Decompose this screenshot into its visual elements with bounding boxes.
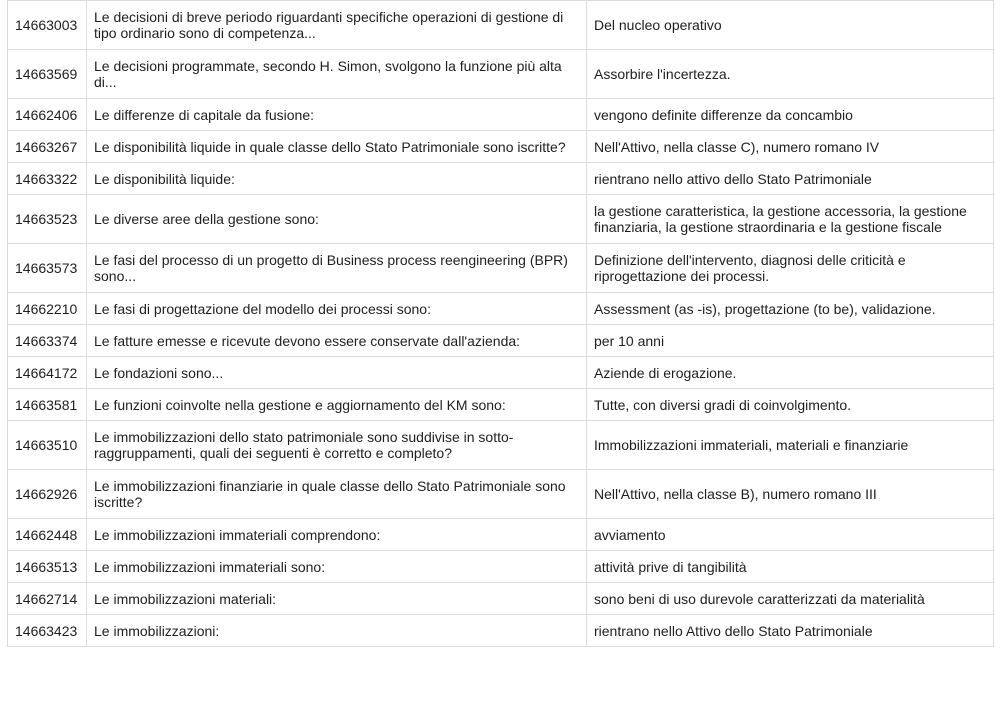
row-id-cell: 14662210: [8, 293, 87, 325]
row-id-cell: 14663510: [8, 421, 87, 470]
qa-table: [7, 0, 994, 647]
qa-table-body: [8, 1, 994, 647]
table-row: [8, 325, 994, 357]
question-cell: Le decisioni programmate, secondo H. Simon, svolgono la funzione più alta di...: [87, 50, 587, 99]
table-row: [8, 195, 994, 244]
question-cell: Le disponibilità liquide in quale classe dello Stato Patrimoniale sono iscritte?: [87, 131, 587, 163]
answer-cell: avviamento: [587, 519, 994, 551]
table-row: [8, 389, 994, 421]
answer-cell: Assorbire l'incertezza.: [587, 50, 994, 99]
row-id-cell: 14662448: [8, 519, 87, 551]
answer-cell: sono beni di uso durevole caratterizzati da materialità: [587, 583, 994, 615]
question-cell: Le fatture emesse e ricevute devono essere conservate dall'azienda:: [87, 325, 587, 357]
table-row: [8, 131, 994, 163]
question-cell: Le decisioni di breve periodo riguardanti specifiche operazioni di gestione di tipo ordinario sono di competenza...: [87, 1, 587, 50]
question-cell: Le immobilizzazioni dello stato patrimoniale sono suddivise in sotto-raggruppamenti, quali dei seguenti è corretto e completo?: [87, 421, 587, 470]
table-row: [8, 1, 994, 50]
row-id-cell: 14664172: [8, 357, 87, 389]
question-cell: Le fasi del processo di un progetto di Business process reengineering (BPR) sono...: [87, 244, 587, 293]
table-row: [8, 421, 994, 470]
row-id-cell: 14663423: [8, 615, 87, 647]
answer-cell: Tutte, con diversi gradi di coinvolgimento.: [587, 389, 994, 421]
question-cell: Le diverse aree della gestione sono:: [87, 195, 587, 244]
question-cell: Le fondazioni sono...: [87, 357, 587, 389]
row-id-cell: 14662406: [8, 99, 87, 131]
question-cell: Le fasi di progettazione del modello dei processi sono:: [87, 293, 587, 325]
row-id-cell: 14663523: [8, 195, 87, 244]
question-cell: Le immobilizzazioni immateriali comprendono:: [87, 519, 587, 551]
answer-cell: Immobilizzazioni immateriali, materiali e finanziarie: [587, 421, 994, 470]
table-row: [8, 615, 994, 647]
table-row: [8, 50, 994, 99]
table-row: [8, 519, 994, 551]
answer-cell: Aziende di erogazione.: [587, 357, 994, 389]
table-row: [8, 551, 994, 583]
question-cell: Le immobilizzazioni finanziarie in quale classe dello Stato Patrimoniale sono iscritte?: [87, 470, 587, 519]
table-row: [8, 163, 994, 195]
answer-cell: Del nucleo operativo: [587, 1, 994, 50]
row-id-cell: 14663581: [8, 389, 87, 421]
row-id-cell: 14663003: [8, 1, 87, 50]
answer-cell: Definizione dell'intervento, diagnosi delle criticità e riprogettazione dei processi.: [587, 244, 994, 293]
row-id-cell: 14662926: [8, 470, 87, 519]
question-cell: Le immobilizzazioni immateriali sono:: [87, 551, 587, 583]
answer-cell: la gestione caratteristica, la gestione accessoria, la gestione finanziaria, la gestione straordinaria e la gestione fiscale: [587, 195, 994, 244]
question-cell: Le immobilizzazioni materiali:: [87, 583, 587, 615]
answer-cell: per 10 anni: [587, 325, 994, 357]
table-row: [8, 99, 994, 131]
question-cell: Le disponibilità liquide:: [87, 163, 587, 195]
answer-cell: attività prive di tangibilità: [587, 551, 994, 583]
row-id-cell: 14663573: [8, 244, 87, 293]
table-row: [8, 293, 994, 325]
question-cell: Le funzioni coinvolte nella gestione e aggiornamento del KM sono:: [87, 389, 587, 421]
answer-cell: rientrano nello Attivo dello Stato Patrimoniale: [587, 615, 994, 647]
table-row: [8, 470, 994, 519]
answer-cell: Assessment (as -is), progettazione (to be), validazione.: [587, 293, 994, 325]
answer-cell: rientrano nello attivo dello Stato Patrimoniale: [587, 163, 994, 195]
row-id-cell: 14663267: [8, 131, 87, 163]
question-cell: Le immobilizzazioni:: [87, 615, 587, 647]
row-id-cell: 14663569: [8, 50, 87, 99]
answer-cell: vengono definite differenze da concambio: [587, 99, 994, 131]
row-id-cell: 14662714: [8, 583, 87, 615]
row-id-cell: 14663322: [8, 163, 87, 195]
table-row: [8, 357, 994, 389]
row-id-cell: 14663374: [8, 325, 87, 357]
table-row: [8, 244, 994, 293]
question-cell: Le differenze di capitale da fusione:: [87, 99, 587, 131]
table-row: [8, 583, 994, 615]
row-id-cell: 14663513: [8, 551, 87, 583]
answer-cell: Nell'Attivo, nella classe C), numero romano IV: [587, 131, 994, 163]
answer-cell: Nell'Attivo, nella classe B), numero romano III: [587, 470, 994, 519]
